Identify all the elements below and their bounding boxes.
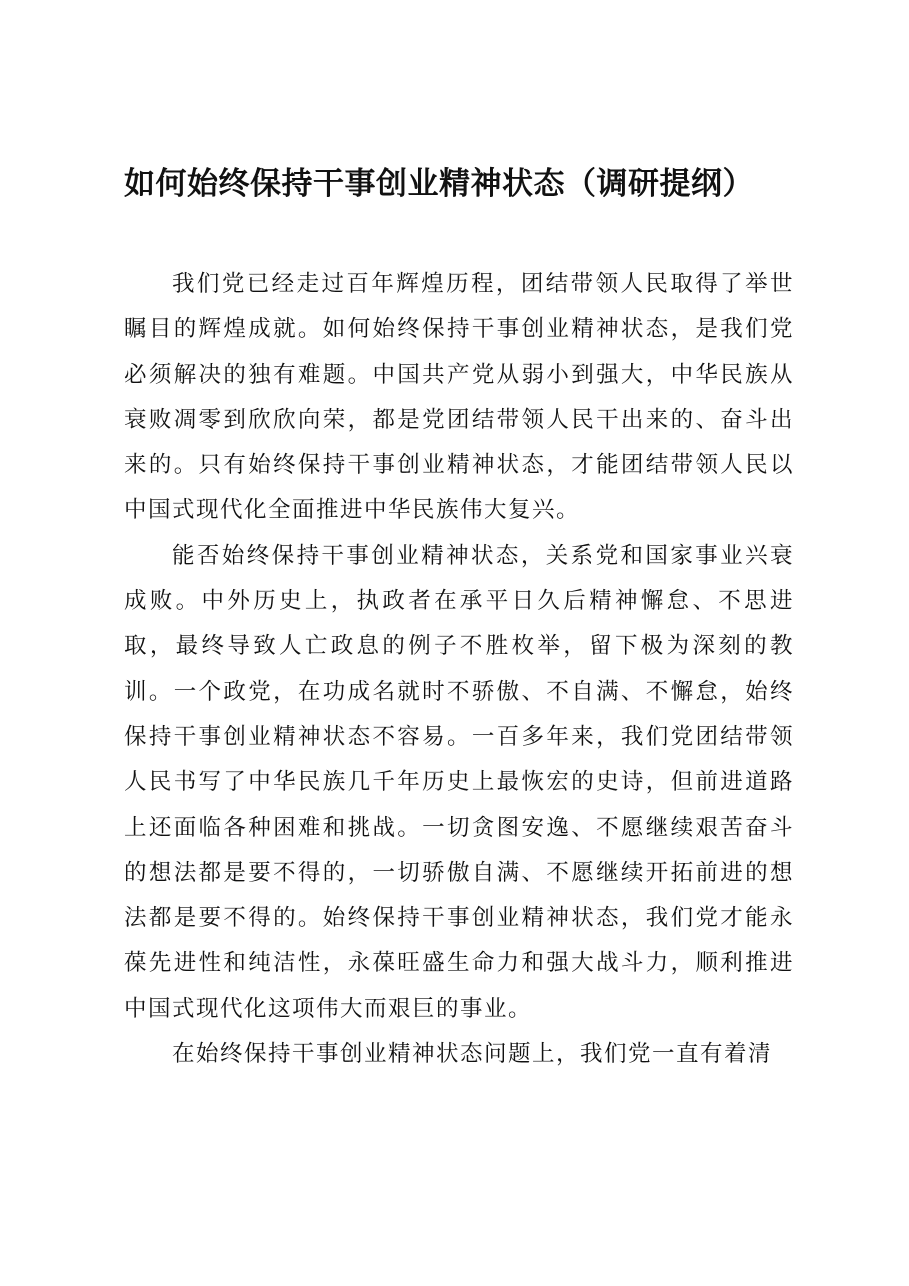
document-body [124, 262, 794, 1077]
paragraph-2: 能否始终保持干事创业精神状态，关系党和国家事业兴衰成败。中外历史上，执政者在承平日久后精神懈怠、不思进取，最终导致人亡政息的例子不胜枚举，留下极为深刻的教训。一个政党，在功成名就时不骄傲、不自满、不懈怠，始终保持干事创业精神状态不容易。一百多年来，我们党团结带领人民书写了中华民族几千年历史上最恢宏的史诗，但前进道路上还面临各种困难和挑战。一切贪图安逸、不愿继续艰苦奋斗的想法都是要不得的，一切骄傲自满、不愿继续开拓前进的想法都是要不得的。始终保持干事创业精神状态，我们党才能永葆先进性和纯洁性，永葆旺盛生命力和强大战斗力，顺利推进中国式现代化这项伟大而艰巨的事业。 [124, 542, 794, 1022]
document-title: 如何始终保持干事创业精神状态（调研提纲） [124, 166, 754, 202]
paragraph-1: 我们党已经走过百年辉煌历程，团结带领人民取得了举世瞩目的辉煌成就。如何始终保持干事创业精神状态，是我们党必须解决的独有难题。中国共产党从弱小到强大，中华民族从衰败凋零到欣欣向荣，都是党团结带领人民干出来的、奋斗出来的。只有始终保持干事创业精神状态，才能团结带领人民以中国式现代化全面推进中华民族伟大复兴。 [124, 271, 794, 524]
paragraph-3: 在始终保持干事创业精神状态问题上，我们党一直有着清 [172, 1041, 773, 1068]
